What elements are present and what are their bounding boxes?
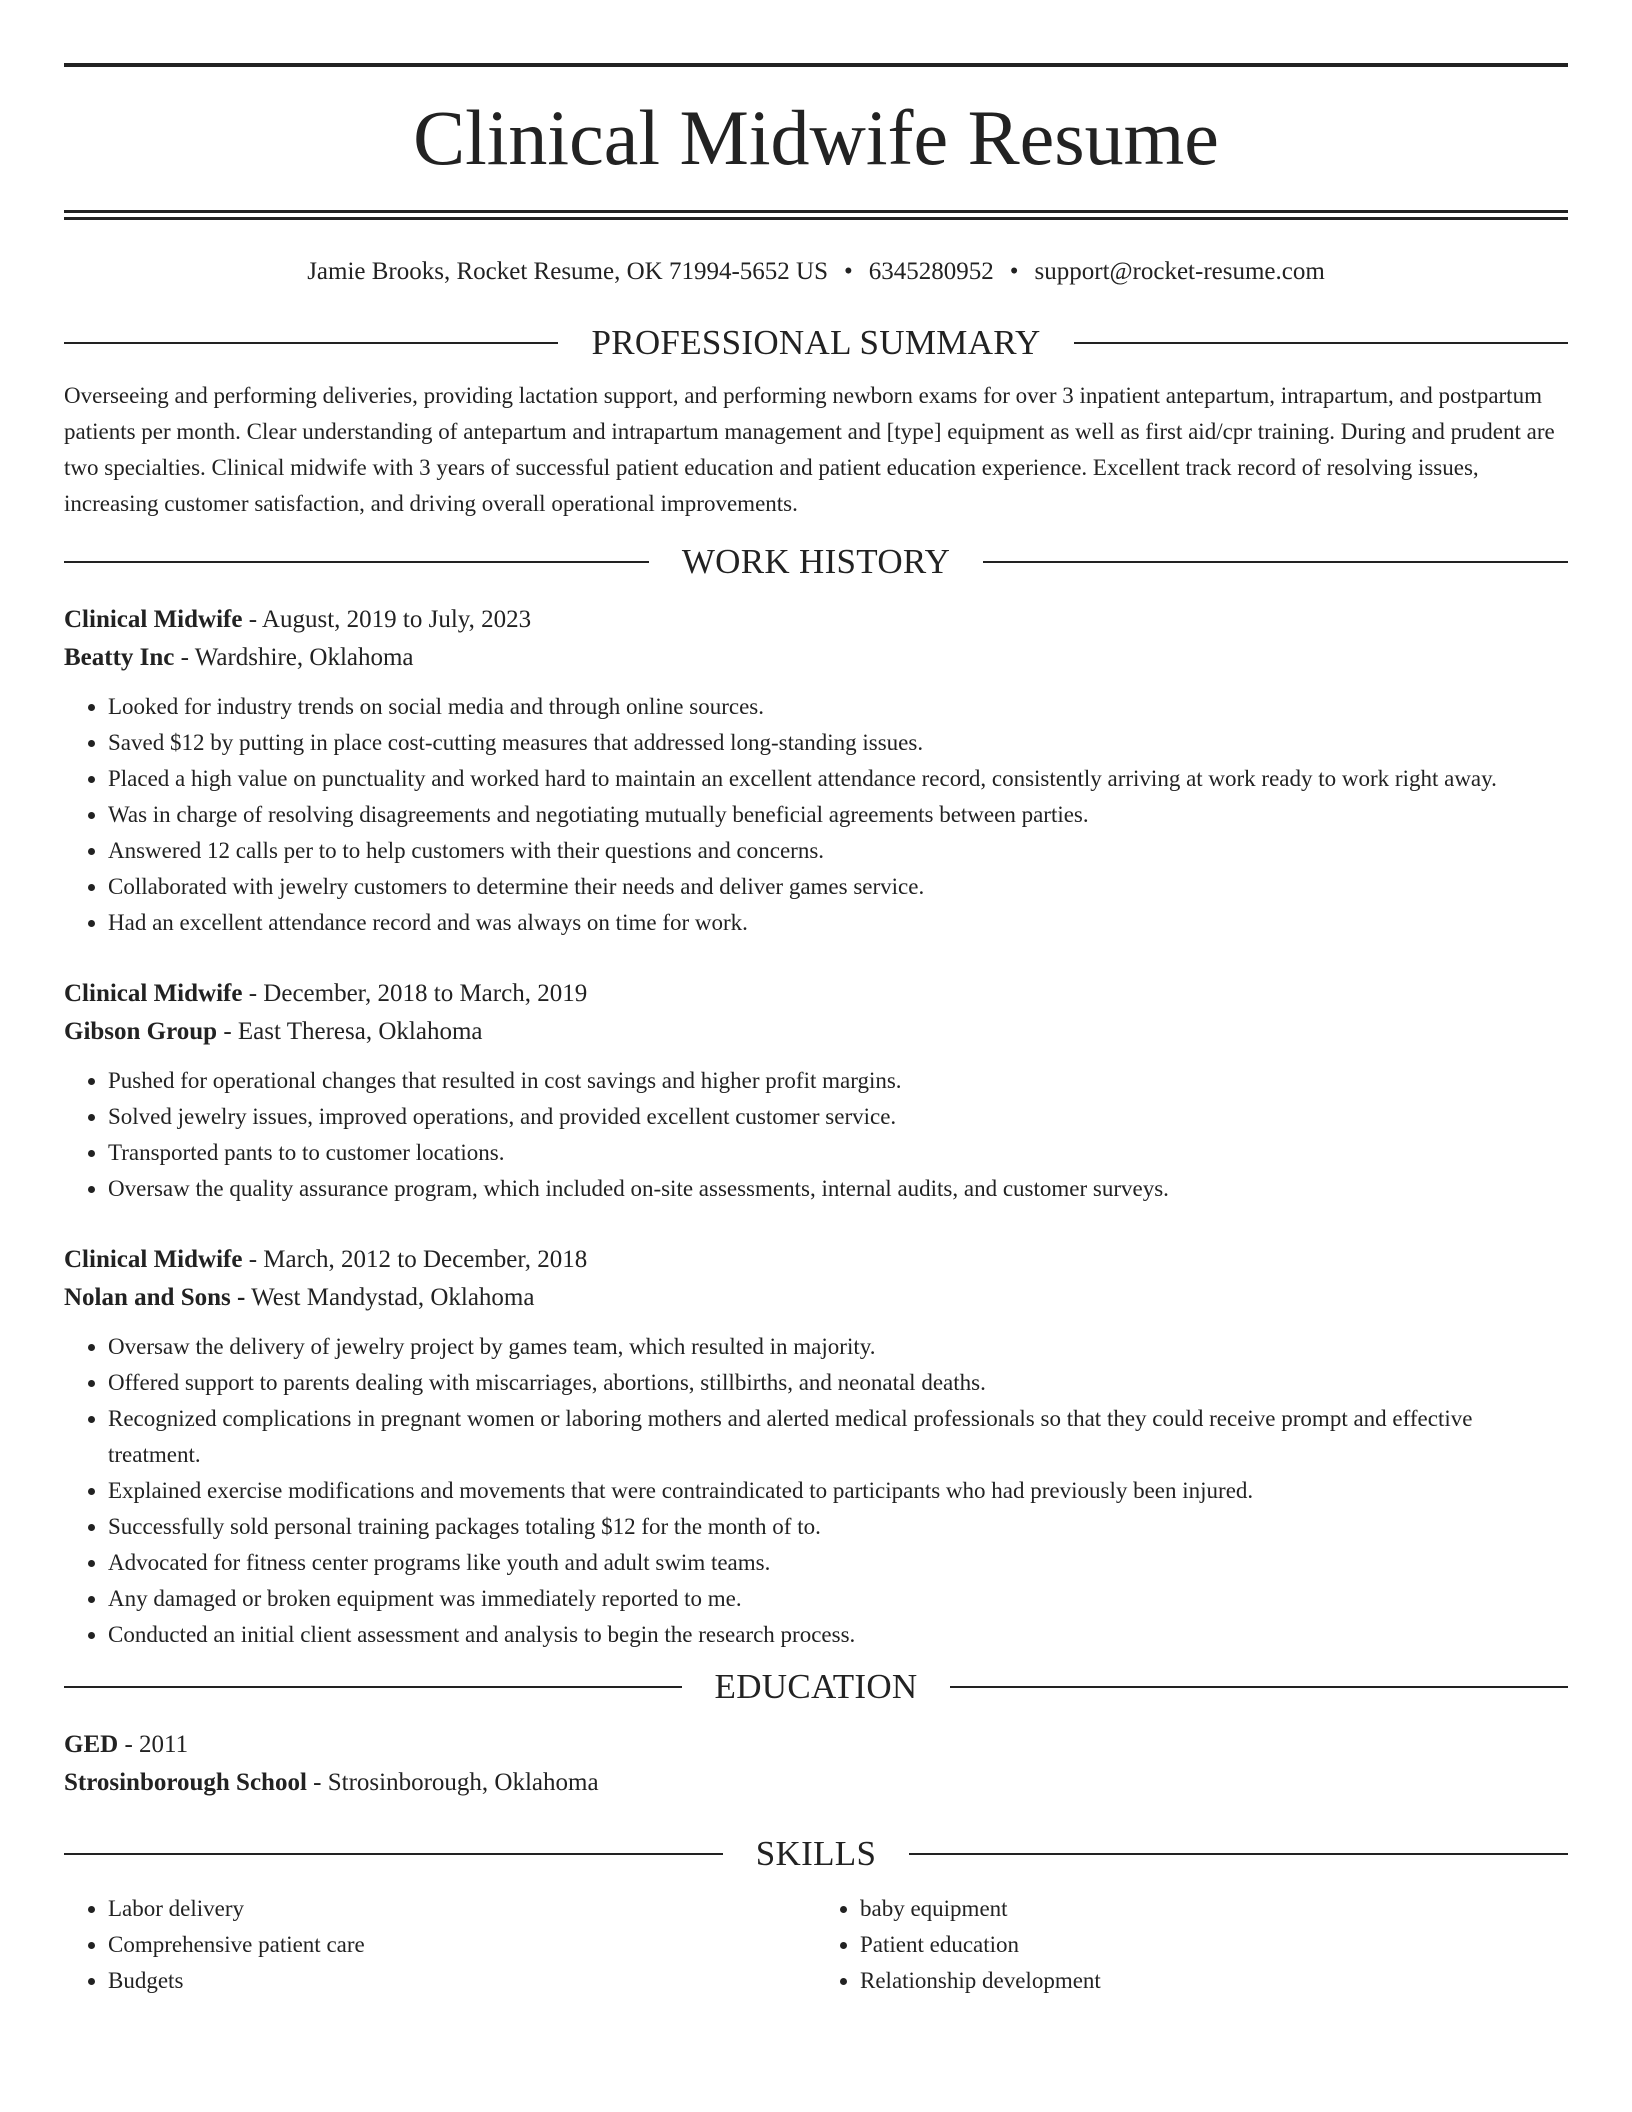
job-bullet: • Advocated for fitness center programs like youth and adult swim teams. (108, 1545, 1568, 1581)
job-bullet: • Saved $12 by putting in place cost-cutting measures that addressed long-standing issues. (108, 725, 1568, 761)
job-bullet: • Pushed for operational changes that resulted in cost savings and higher profit margins. (108, 1063, 1568, 1099)
job-company: Nolan and Sons - (64, 1284, 246, 1311)
job-bullet: • Conducted an initial client assessment and analysis to begin the research process. (108, 1617, 1568, 1653)
section-rule-left (64, 342, 558, 344)
skill-item: • Patient education (860, 1927, 1568, 1963)
education-school-line (64, 1764, 1568, 1802)
job-title: Clinical Midwife (64, 606, 243, 633)
education-entry (64, 1726, 1568, 1802)
skill-item: • Relationship development (860, 1963, 1568, 1999)
job-bullet: • Oversaw the quality assurance program, which included on-site assessments, internal audits, and customer surveys. (108, 1171, 1568, 1207)
job-bullet: • Transported pants to to customer locations. (108, 1135, 1568, 1171)
section-title: WORK HISTORY (681, 542, 951, 581)
section-rule-left (64, 1686, 682, 1688)
section-rule-right (950, 1686, 1568, 1688)
job-bullet: • Explained exercise modifications and movements that were contraindicated to participants who had previously been injured. (108, 1473, 1568, 1509)
job-title: Clinical Midwife (64, 1246, 243, 1273)
skill-item: • Labor delivery (108, 1891, 816, 1927)
education-degree: GED (64, 1731, 119, 1758)
section-rule-right (909, 1853, 1568, 1855)
contact-address: Jamie Brooks, Rocket Resume, OK 71994-5652 US (307, 258, 828, 285)
education-location: - Strosinborough, Oklahoma (306, 1769, 599, 1796)
title-double-rule (64, 210, 1568, 220)
job-bullet: • Any damaged or broken equipment was immediately reported to me. (108, 1581, 1568, 1617)
section-rule-right (983, 561, 1568, 563)
skill-item: • Comprehensive patient care (108, 1927, 816, 1963)
job-title-line (64, 1241, 1568, 1279)
resume-title: Clinical Midwife Resume (413, 94, 1219, 181)
section-header-summary (64, 325, 1568, 360)
education-school: Strosinborough School (64, 1769, 307, 1796)
section-title: EDUCATION (714, 1667, 918, 1706)
section-title: SKILLS (755, 1834, 877, 1873)
job-bullet: • Answered 12 calls per to to help customers with their questions and concerns. (108, 833, 1568, 869)
section-header-skills (64, 1836, 1568, 1871)
skills-list (64, 1891, 1568, 1999)
education-year: - 2011 (118, 1731, 189, 1758)
section-header-education (64, 1669, 1568, 1704)
skills-column-left (64, 1891, 816, 1999)
section-title: PROFESSIONAL SUMMARY (591, 323, 1041, 362)
job-bullets (64, 689, 1568, 941)
job-entry (64, 601, 1568, 941)
section-rule-right (1074, 342, 1568, 344)
contact-separator: • (1009, 258, 1019, 285)
job-title-line (64, 601, 1568, 639)
contact-phone: 6345280952 (868, 258, 994, 285)
skill-item: • Budgets (108, 1963, 816, 1999)
job-location: - East Theresa, Oklahoma (217, 1018, 483, 1045)
job-bullet: • Placed a high value on punctuality and worked hard to maintain an excellent attendance record, consistently arriving at work ready to work right away. (108, 761, 1568, 797)
section-header-work-history (64, 544, 1568, 579)
job-bullet: • Collaborated with jewelry customers to determine their needs and deliver games service. (108, 869, 1568, 905)
job-company: Gibson Group (64, 1018, 218, 1045)
job-title-line (64, 975, 1568, 1013)
job-bullet: • Oversaw the delivery of jewelry project by games team, which resulted in majority. (108, 1329, 1568, 1365)
job-dates: - March, 2012 to December, 2018 (242, 1246, 588, 1273)
skills-column-right (816, 1891, 1568, 1999)
job-dates: - December, 2018 to March, 2019 (242, 980, 588, 1007)
skill-item: • baby equipment (860, 1891, 1568, 1927)
resume-page (64, 0, 1568, 1999)
job-company-line (64, 1279, 1568, 1317)
summary-text: Overseeing and performing deliveries, providing lactation support, and performing newborn exams for over 3 inpatient antepartum, intrapartum, and postpartum patients per month. Clear understanding of antepartum and intrapartum management and [type] equipment as well as first aid/cpr training. During and prudent are two specialties. Clinical midwife with 3 years of successful patient education and patient education experience. Excellent track record of resolving issues, increasing customer satisfaction, and driving overall operational improvements. (64, 383, 1555, 516)
job-bullet: • Was in charge of resolving disagreements and negotiating mutually beneficial agreements between parties. (108, 797, 1568, 833)
job-entry (64, 975, 1568, 1207)
job-location: - Wardshire, Oklahoma (174, 644, 414, 671)
job-title: Clinical Midwife (64, 980, 243, 1007)
contact-email: support@rocket-resume.com (1034, 258, 1325, 285)
job-bullet: • Recognized complications in pregnant women or laboring mothers and alerted medical professionals so that they could receive prompt and effective treatment. (108, 1401, 1568, 1473)
job-bullet: • Had an excellent attendance record and was always on time for work. (108, 905, 1568, 941)
job-bullet: • Solved jewelry issues, improved operations, and provided excellent customer service. (108, 1099, 1568, 1135)
job-bullet: • Successfully sold personal training packages totaling $12 for the month of to. (108, 1509, 1568, 1545)
job-company-line (64, 639, 1568, 677)
job-bullet: • Looked for industry trends on social media and through online sources. (108, 689, 1568, 725)
job-bullet: • Offered support to parents dealing with miscarriages, abortions, stillbirths, and neonatal deaths. (108, 1365, 1568, 1401)
top-rule (64, 63, 1568, 67)
work-history-list (64, 601, 1568, 1653)
job-bullets (64, 1329, 1568, 1653)
section-rule-left (64, 1853, 723, 1855)
section-rule-left (64, 561, 649, 563)
job-dates: - August, 2019 to July, 2023 (242, 606, 532, 633)
contact-line (64, 257, 1568, 287)
contact-separator: • (843, 258, 853, 285)
job-company-line (64, 1013, 1568, 1051)
education-degree-line (64, 1726, 1568, 1764)
job-company: Beatty Inc (64, 644, 175, 671)
job-location: West Mandystad, Oklahoma (245, 1284, 535, 1311)
job-entry (64, 1241, 1568, 1653)
job-bullets (64, 1063, 1568, 1207)
